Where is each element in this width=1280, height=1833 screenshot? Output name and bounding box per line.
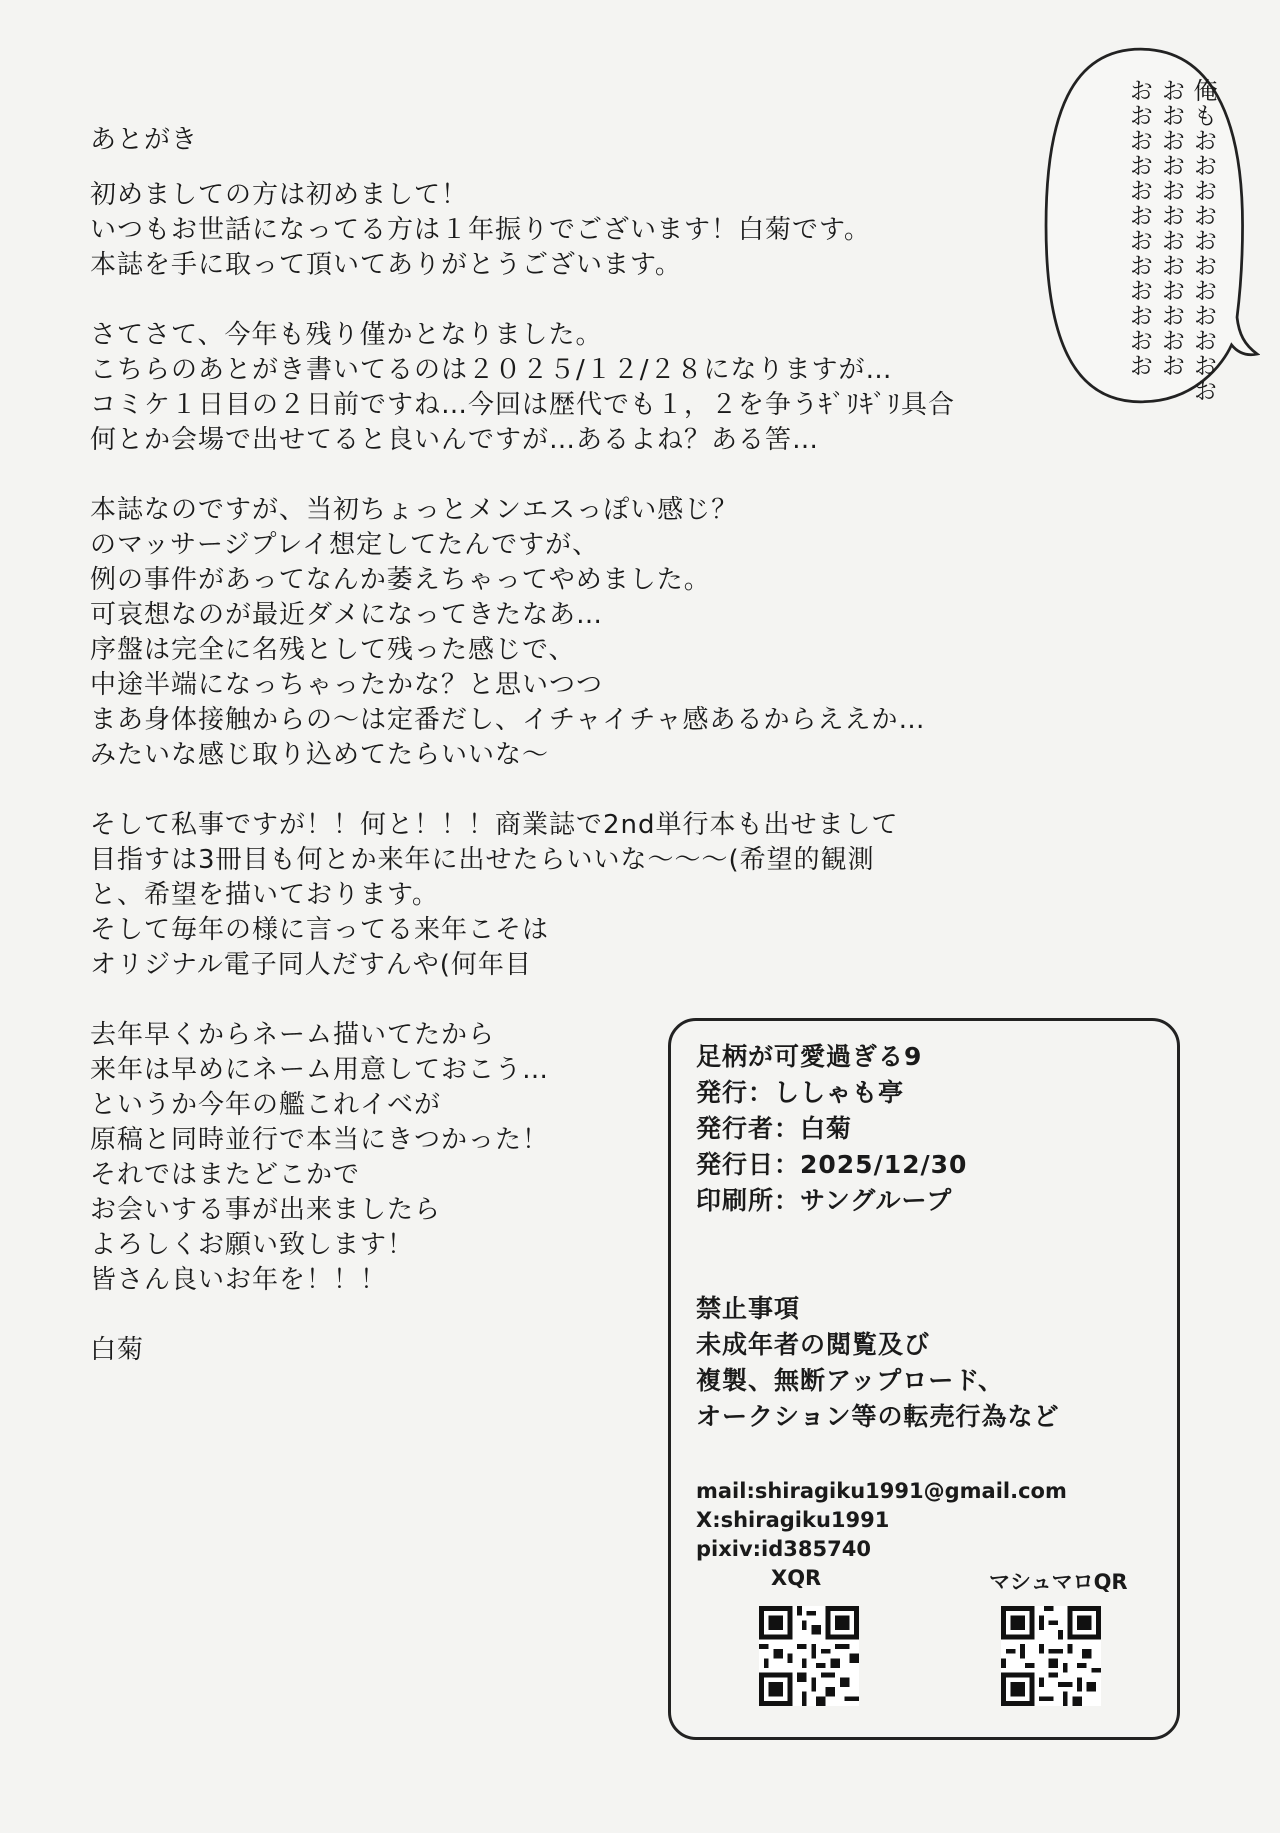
text-line: 初めましての方は初めまして！ [90,180,469,210]
paragraph-2 [90,318,1150,458]
publisher: 発行：ししゃも亭 [696,1078,905,1107]
prohibitions [696,1291,1060,1435]
text-line: 去年早くからネーム描いてたから [90,1020,496,1050]
prohibition-line: 未成年者の閲覧及び [696,1330,931,1359]
marshmallow-qr-label: マシュマロQR [989,1570,1128,1594]
text-line: 可哀想なのが最近ダメになってきたなあ… [90,600,604,630]
text-line: 皆さん良いお年を！！！ [90,1265,388,1295]
x-qr-label: XQR [771,1566,822,1590]
paragraph-4 [90,808,1150,983]
paragraph-1 [90,178,1150,283]
publication-info [696,1039,967,1219]
issuer: 発行者：白菊 [696,1114,853,1143]
contact-mail: mail:shiragiku1991@gmail.com [696,1479,1067,1503]
speech-bubble-text [1123,78,1219,403]
marshmallow-qr-code-icon[interactable] [1001,1606,1101,1706]
text-line: 来年は早めにネーム用意しておこう… [90,1055,550,1085]
x-qr-code-icon[interactable] [759,1606,859,1706]
text-line: コミケ１日目の２日前ですね…今回は歴代でも１，２を争うｷﾞﾘｷﾞﾘ具合 [90,390,956,420]
bubble-column: 俺もおおおおおおおおおおお [1189,78,1217,403]
contact-info [696,1477,1067,1564]
prohibition-line: オークション等の転売行為など [696,1402,1060,1431]
text-line: よろしくお願い致します！ [90,1230,415,1260]
book-title: 足柄が可愛過ぎる9 [696,1042,923,1071]
contact-pixiv: pixiv:id385740 [696,1537,871,1561]
afterword-title: あとがき [90,125,199,155]
text-line: 中途半端になっちゃったかな？と思いつつ [90,670,604,700]
text-line: のマッサージプレイ想定してたんですが、 [90,530,600,560]
text-line: 原稿と同時並行で本当にきつかった！ [90,1125,550,1155]
text-line: こちらのあとがき書いてるのは２０２５/１２/２８になりますが… [90,355,893,385]
bubble-column: おおおおおおおおおおおお [1157,78,1185,378]
text-line: 序盤は完全に名残として残った感じで、 [90,635,576,665]
text-line: まあ身体接触からの～は定番だし、イチャイチャ感あるからええか… [90,705,926,735]
bubble-column: おおおおおおおおおおおお [1125,78,1153,378]
text-line: 例の事件があってなんか萎えちゃってやめました。 [90,565,711,595]
prohibition-line: 複製、無断アップロード、 [696,1366,1005,1395]
printer: 印刷所：サングループ [696,1186,953,1215]
text-line: 何とか会場で出せてると良いんですが…あるよね？ある筈… [90,425,820,455]
text-line: さてさて、今年も残り僅かとなりました。 [90,320,603,350]
text-line: お会いする事が出来ましたら [90,1195,442,1225]
publish-date: 発行日：2025/12/30 [696,1150,968,1179]
speech-bubble [1035,28,1280,428]
prohibitions-heading: 禁止事項 [696,1294,801,1323]
text-line: と、希望を描いております。 [90,880,439,910]
paragraph-3 [90,493,1150,773]
author-signature: 白菊 [90,1335,145,1365]
text-line: オリジナル電子同人だすんや(何年目 [90,950,532,980]
text-line: そして毎年の様に言ってる来年こそは [90,915,550,945]
text-line: そして私事ですが！！何と！！！商業誌で2nd単行本も出せまして [90,810,899,840]
text-line: というか今年の艦これイベが [90,1090,442,1120]
text-line: みたいな感じ取り込めてたらいいな～ [90,740,550,770]
text-line: 本誌なのですが、当初ちょっとメンエスっぽい感じ？ [90,495,739,525]
text-line: それではまたどこかで [90,1160,361,1190]
contact-x: X:shiragiku1991 [696,1508,890,1532]
text-line: 目指すは3冊目も何とか来年に出せたらいいな～～～(希望的観測 [90,845,875,875]
text-line: いつもお世話になってる方は１年振りでございます！白菊です。 [90,215,871,245]
colophon-box [668,1018,1180,1740]
text-line: 本誌を手に取って頂いてありがとうございます。 [90,250,682,280]
